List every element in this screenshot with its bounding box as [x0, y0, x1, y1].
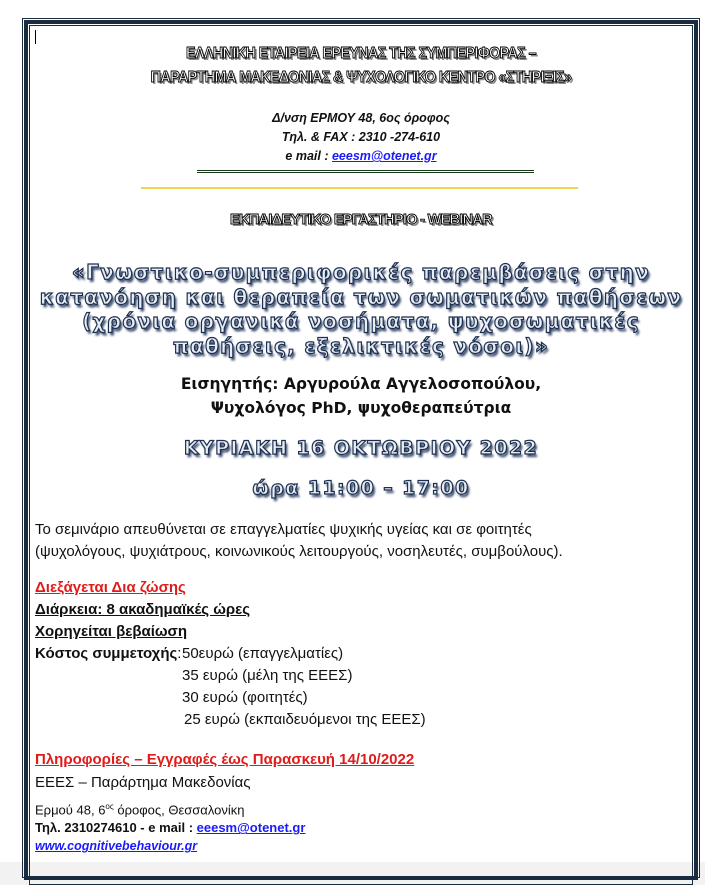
duration: Διάρκεια: 8 ακαδημαϊκές ώρες	[35, 601, 251, 618]
info-section	[35, 749, 685, 855]
audience-line1: Το σεμινάριο απευθύνεται σε επαγγελματίες ψυχικής υγείας και σε φοιτητές	[35, 521, 532, 538]
fee-item: 30 ευρώ (φοιτητές)	[182, 689, 308, 706]
org-phone-fax: Τηλ. & FAX : 2310 -274-610	[281, 130, 441, 144]
info-address	[35, 798, 685, 819]
address-text-post: όροφος, Θεσσαλονίκη	[113, 802, 245, 818]
speaker-line1: Εισηγητής: Αργυρούλα Αγγελοσοπούλου,	[180, 375, 542, 393]
cost-label: Κόστος συμμετοχής	[35, 645, 178, 662]
address-superscript: ος	[105, 802, 114, 811]
audience-description	[35, 519, 685, 563]
divider-double-green	[197, 170, 534, 173]
info-heading: Πληροφορίες – Εγγραφές έως Παρασκευή 14/10/2022	[35, 751, 415, 768]
audience-line2: (ψυχολόγους, ψυχιάτρους, κοινωνικούς λειτουργούς, νοσηλευτές, συμβούλους).	[35, 543, 563, 560]
event-date: ΚΥΡΙΑΚΗ 16 ΟΚΤΩΒΡΙΟΥ 2022	[183, 437, 539, 459]
info-email-link[interactable]: eeesm@otenet.gr	[196, 820, 306, 836]
email-link[interactable]: eeesm@otenet.gr	[331, 149, 437, 163]
fees-list	[35, 643, 685, 731]
info-contact	[35, 819, 685, 837]
info-phone: Τηλ. 2310274610 - e mail :	[35, 820, 197, 836]
event-type: ΕΚΠΑΙΔΕΥΤΙΚΟ ΕΡΓΑΣΤΗΡΙΟ - WEBINAR	[230, 212, 492, 228]
org-email-line	[30, 147, 692, 166]
org-address: Δ/νση ΕΡΜΟΥ 48, 6ος όροφος	[272, 111, 450, 125]
text-cursor	[35, 30, 36, 44]
certificate: Χορηγείται βεβαίωση	[35, 623, 187, 640]
event-title-line: παθήσεις, εξελικτικές νόσοι)»	[172, 333, 550, 358]
org-name-line1: ΕΛΛΗΝΙΚΗ ΕΤΑΙΡΕΙΑ ΕΡΕΥΝΑΣ ΤΗΣ ΣΥΜΠΕΡΙΦΟΡΑΣ –	[186, 45, 536, 62]
attendance-mode: Διεξάγεται Δια ζώσης	[35, 579, 186, 596]
speaker-line2: Ψυχολόγος PhD, ψυχοθεραπεύτρια	[210, 399, 512, 417]
speaker	[30, 372, 692, 420]
email-label: e mail :	[285, 149, 332, 163]
cost-colon: :	[177, 645, 182, 662]
info-org: ΕΕΕΣ – Παράρτημα Μακεδονίας	[35, 774, 251, 791]
divider-gold	[141, 187, 578, 189]
event-title-line: κατανόηση και θεραπεία των σωματικών παθήσεων	[39, 284, 683, 309]
event-title-line: «Γνωστικο-συμπεριφορικές παρεμβάσεις στην	[71, 260, 651, 284]
event-time: ώρα 11:00 – 17:00	[252, 477, 470, 499]
event-details	[35, 577, 685, 731]
fee-item: 25 ευρώ (εκπαιδευόμενοι της ΕΕΕΣ)	[184, 711, 426, 728]
fee-item: 50ευρώ (επαγγελματίες)	[182, 645, 344, 662]
address-text: Ερμού 48, 6	[35, 802, 106, 818]
event-title	[30, 260, 692, 358]
fee-item: 35 ευρώ (μέλη της ΕΕΕΣ)	[182, 667, 353, 684]
org-name-line2: ΠΑΡΑΡΤΗΜΑ ΜΑΚΕΔΟΝΙΑΣ & ΨΥΧΟΛΟΓΙΚΟ ΚΕΝΤΡΟ «ΣΤΗΡΙΞΙΣ»	[150, 69, 572, 86]
event-title-line: (χρόνια οργανικά νοσήματα, ψυχοσωματικές	[82, 309, 640, 333]
website-link[interactable]: www.cognitivebehaviour.gr	[35, 839, 198, 854]
